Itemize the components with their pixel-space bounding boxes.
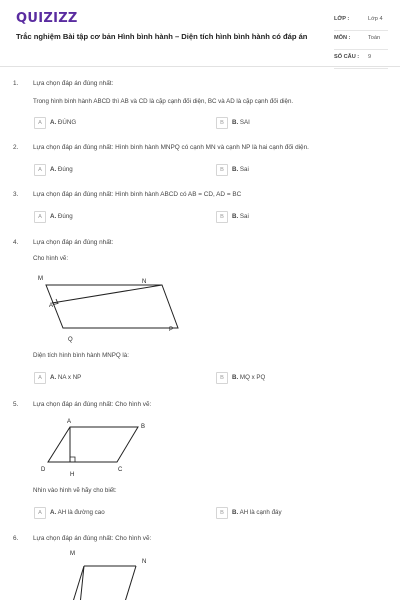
meta-value: Lớp 4 bbox=[368, 16, 383, 22]
question-number: 6. bbox=[13, 535, 19, 542]
option-key: B bbox=[216, 372, 228, 384]
question-number: 2. bbox=[13, 144, 19, 151]
label-b: B bbox=[141, 424, 146, 430]
option-letter: A. bbox=[50, 119, 57, 126]
option-key: A bbox=[34, 507, 46, 519]
option-key: B bbox=[216, 117, 228, 129]
question-text: Diện tích hình bình hành MNPQ là: bbox=[33, 352, 129, 359]
option-label: AH là đường cao bbox=[57, 509, 105, 516]
parallelogram-mnpq-figure bbox=[30, 269, 190, 349]
option-letter: B. bbox=[232, 119, 239, 126]
option-label: Đúng bbox=[57, 166, 73, 173]
right-angle-mark bbox=[70, 457, 75, 462]
parallelogram-abcd-figure bbox=[36, 415, 156, 481]
question-text: Cho hình vẽ: bbox=[33, 255, 69, 262]
option-key: A bbox=[34, 211, 46, 223]
height-line bbox=[52, 285, 162, 303]
option-letter: A. bbox=[50, 374, 57, 381]
parallelogram-shape bbox=[48, 427, 138, 462]
option-key: B bbox=[216, 211, 228, 223]
page-title: Trắc nghiệm Bài tập cơ bản Hình bình hành – Diện tích hình bình hành có đáp án bbox=[16, 32, 308, 41]
label-q: Q bbox=[68, 337, 73, 343]
label-p: P bbox=[169, 327, 174, 333]
label-a: A bbox=[49, 303, 54, 309]
parallelogram-figure-partial bbox=[60, 545, 160, 600]
question-prompt: Lựa chọn đáp án đúng nhất: bbox=[33, 239, 114, 246]
meta-value: Toán bbox=[368, 35, 381, 41]
label-m: M bbox=[38, 276, 43, 282]
option-key: B bbox=[216, 507, 228, 519]
option-label: Sai bbox=[239, 213, 249, 220]
parallelogram-shape bbox=[46, 285, 178, 328]
question-text: Nhìn vào hình vẽ hãy cho biết: bbox=[33, 487, 117, 494]
question-prompt: Lựa chọn đáp án đúng nhất: Cho hình vẽ: bbox=[33, 401, 152, 408]
option-label: NA x NP bbox=[57, 374, 82, 381]
meta-row-class bbox=[334, 12, 388, 31]
meta-label: LỚP : bbox=[334, 16, 350, 22]
meta-row-subject bbox=[334, 31, 388, 50]
option-key: A bbox=[34, 117, 46, 129]
option-label: MQ x PQ bbox=[239, 374, 266, 381]
meta-value: 9 bbox=[368, 54, 372, 60]
label-c: C bbox=[118, 467, 123, 473]
question-number: 1. bbox=[13, 80, 19, 87]
option-letter: B. bbox=[232, 166, 239, 173]
label-n: N bbox=[142, 559, 147, 565]
label-m: M bbox=[70, 551, 75, 557]
worksheet-meta bbox=[334, 12, 388, 69]
option-label: AH là cạnh đáy bbox=[239, 509, 282, 516]
label-a: A bbox=[67, 419, 72, 425]
option-label: Đúng bbox=[57, 213, 73, 220]
question-prompt: Lựa chọn đáp án đúng nhất: Hình bình hành ABCD có AB = CD, AD = BC bbox=[33, 191, 242, 198]
meta-label: MÔN : bbox=[334, 35, 351, 41]
label-h: H bbox=[70, 472, 75, 478]
quizizz-logo: QUIZIZZ bbox=[16, 11, 78, 26]
option-label: ĐÚNG bbox=[57, 119, 77, 126]
question-text: Trong hình bình hành ABCD thì AB và CD là cặp cạnh đối diện, BC và AD là cặp cạnh đối diện. bbox=[33, 98, 294, 105]
option-letter: A. bbox=[50, 213, 57, 220]
option-key: B bbox=[216, 164, 228, 176]
option-letter: A. bbox=[50, 166, 57, 173]
option-label: SAI bbox=[239, 119, 250, 126]
option-letter: B. bbox=[232, 374, 239, 381]
label-n: N bbox=[142, 279, 147, 285]
right-edge bbox=[124, 566, 136, 600]
question-number: 5. bbox=[13, 401, 19, 408]
label-d: D bbox=[41, 467, 46, 473]
option-letter: B. bbox=[232, 213, 239, 220]
question-prompt: Lựa chọn đáp án đúng nhất: Cho hình vẽ: bbox=[33, 535, 152, 542]
meta-label: SỐ CÂU : bbox=[334, 54, 360, 60]
option-letter: B. bbox=[232, 509, 239, 516]
option-key: A bbox=[34, 372, 46, 384]
header-divider bbox=[0, 66, 400, 67]
option-key: A bbox=[34, 164, 46, 176]
option-label: Sai bbox=[239, 166, 249, 173]
question-number: 4. bbox=[13, 239, 19, 246]
question-prompt: Lựa chọn đáp án đúng nhất: bbox=[33, 80, 114, 87]
question-number: 3. bbox=[13, 191, 19, 198]
option-letter: A. bbox=[50, 509, 57, 516]
worksheet-header bbox=[0, 0, 400, 64]
question-prompt: Lựa chọn đáp án đúng nhất: Hình bình hành MNPQ có cạnh MN và cạnh NP là hai cạnh đối diện. bbox=[33, 144, 309, 151]
